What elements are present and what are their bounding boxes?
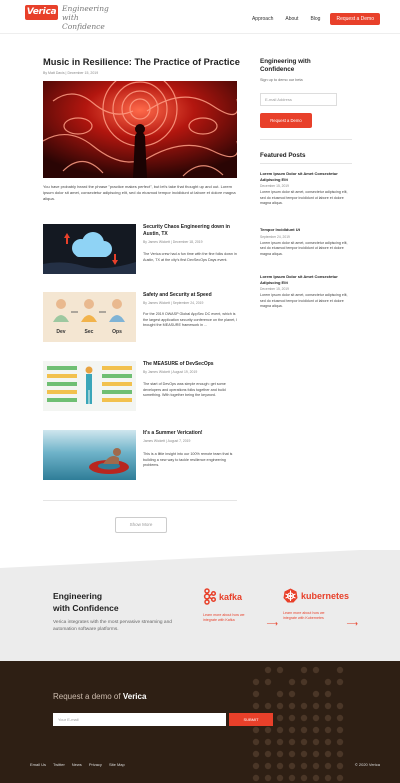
pattern-dot [265, 739, 271, 745]
pattern-dot [277, 763, 283, 769]
post-item [43, 292, 237, 344]
pattern-dot [301, 763, 307, 769]
main-nav [240, 13, 380, 25]
footer-email-input[interactable]: Your E-mail [53, 713, 226, 726]
cloud-image [43, 224, 136, 274]
kubernetes-wordmark: kubernetes [301, 590, 350, 601]
post-thumbnail[interactable] [43, 430, 136, 480]
featured-post-title[interactable]: Lorem Ipsum Dolor sit Amet Consectetur Adipiscing Elit [260, 171, 338, 182]
post-thumbnail[interactable] [43, 292, 136, 342]
pattern-dot [337, 727, 343, 733]
kafka-icon [203, 588, 216, 605]
post-excerpt: For the 2019 OWASP Global AppSec DC event, which is the largest application security conference on the planet, I brought the MEASURE framework in ... [143, 312, 238, 327]
featured-post-date: December 15, 2019 [260, 184, 289, 188]
pattern-dot [301, 739, 307, 745]
band-title-line: with Confidence [53, 603, 119, 613]
main-post-image[interactable] [43, 81, 237, 178]
post-item [43, 361, 237, 413]
footer-link-news[interactable]: News [71, 762, 82, 767]
pattern-dot [325, 763, 331, 769]
kafka-wordmark: kafka [219, 591, 243, 602]
kafka-learn-more-link[interactable]: Learn more about how we integrate with Kafka [203, 613, 245, 622]
post-excerpt: The Verica crew had a fun time with the fine folks down in Austin, TX at the city's first DevSecOps Days event. [143, 252, 237, 262]
pattern-dot [277, 691, 283, 697]
pattern-dot [325, 727, 331, 733]
featured-posts-heading: Featured Posts [260, 152, 306, 159]
post-meta: By James Wickett | September 24, 2019 [143, 301, 204, 305]
tagline-line: Engineering [62, 4, 109, 13]
site-header [0, 0, 400, 34]
featured-post [260, 171, 352, 207]
featured-post-title[interactable]: Tempor Incididunt Ut [260, 227, 300, 232]
tagline-line: Confidence [62, 22, 105, 31]
featured-post-text: Lorem ipsum dolor sit amet, consectetur adipiscing elit, sed do eiusmod tempor incididunt ut labore et dolore magna aliqua. [260, 240, 348, 256]
pattern-dot [265, 679, 271, 685]
thumb-label-sec: Sec [84, 329, 94, 335]
arrow-right-icon[interactable]: ⟶ [346, 619, 358, 628]
pattern-dot [253, 763, 259, 769]
pattern-dot [277, 667, 283, 673]
pattern-dot [337, 715, 343, 721]
pattern-dot [301, 679, 307, 685]
pattern-dot [313, 739, 319, 745]
devsecops-people-image [43, 292, 136, 342]
main-post-title[interactable]: Music in Resilience: The Practice of Practice [43, 57, 240, 67]
pattern-dot [325, 679, 331, 685]
tagline-line: with [62, 13, 79, 22]
band-text: Verica integrates with the most pervasive streaming and automation software platforms. [53, 620, 172, 632]
pattern-dot [277, 727, 283, 733]
pattern-dot [313, 691, 319, 697]
thumb-label-dev: Dev [56, 329, 66, 335]
sidebar-subtitle: Sign up to demo our beta [260, 78, 303, 82]
pattern-dot [277, 751, 283, 757]
post-title[interactable]: Safety and Security at Speed [143, 292, 212, 298]
pattern-dot [337, 751, 343, 757]
pattern-dot [301, 667, 307, 673]
featured-post [260, 274, 352, 310]
band-slant [0, 548, 400, 568]
footer-submit-button[interactable]: SUBMIT [229, 713, 273, 726]
featured-post-text: Lorem ipsum dolor sit amet, consectetur adipiscing elit, sed do eiusmod tempor incididunt ut labore et dolore magna aliqua. [260, 190, 348, 205]
footer-copyright: © 2020 Verica [354, 762, 380, 767]
footer-link-sitemap[interactable]: Site Map [108, 762, 125, 767]
pattern-dot [289, 727, 295, 733]
pattern-dot [277, 775, 283, 781]
post-excerpt: The start of DevOps was simple enough: get some developers and operations folks together and build something. With together being the keyword. [143, 382, 226, 397]
pattern-dot [265, 763, 271, 769]
main-post-meta: By Matt Davis | December 15, 2019 [43, 71, 99, 75]
pattern-dot [253, 691, 259, 697]
pattern-dot [337, 703, 343, 709]
band-title-line: Engineering [53, 591, 103, 601]
pattern-dot [277, 703, 283, 709]
pattern-dot [325, 715, 331, 721]
footer-link-privacy[interactable]: Privacy [88, 762, 102, 767]
kubernetes-icon [283, 588, 298, 603]
neon-music-illustration [43, 81, 237, 178]
post-excerpt: This is a little insight into our 100% remote team that is building a new way to tackle resilience engineering problems. [143, 452, 233, 467]
sidebar-request-demo-button[interactable]: Request a Demo [260, 113, 312, 128]
footer-link-twitter[interactable]: Twitter [53, 762, 65, 767]
post-thumbnail[interactable] [43, 224, 136, 274]
post-thumbnail[interactable] [43, 361, 136, 411]
footer-heading-prefix: Request a demo of [53, 692, 121, 701]
pattern-dot [289, 691, 295, 697]
pattern-dot [337, 775, 343, 781]
post-item [43, 430, 237, 485]
post-item [43, 224, 237, 276]
post-meta: By James Wickett | August 19, 2019 [143, 370, 198, 374]
nav-blog[interactable]: Blog [310, 16, 321, 22]
verica-logo[interactable]: Verica [25, 5, 58, 20]
featured-post-date: September 24, 2019 [260, 234, 290, 239]
pattern-dot [337, 667, 343, 673]
pattern-dot [313, 727, 319, 733]
pattern-dot [313, 715, 319, 721]
pattern-dot [277, 739, 283, 745]
pattern-dot [337, 763, 343, 769]
post-meta: By James Wickett | December 18, 2019 [143, 240, 203, 244]
pattern-dot [289, 703, 295, 709]
pattern-dot [289, 751, 295, 757]
pattern-dot [337, 679, 343, 685]
pattern-dot [289, 679, 295, 685]
pattern-dot [301, 703, 307, 709]
pattern-dot [325, 775, 331, 781]
pattern-dot [253, 727, 259, 733]
main-post-excerpt: You have probably heard the phrase "practice makes perfect", but let's take that thought up and out. Lorem ipsum dolor sit amet, consectetur adipiscing elit, sed do eiusmod tempor incididunt ut labore et dolore magna aliqua. [43, 184, 236, 201]
request-demo-button[interactable]: Request a Demo [330, 13, 380, 25]
footer-demo-heading [53, 692, 146, 701]
post-meta: James Wickett | August 7, 2019 [143, 439, 191, 443]
pattern-dot [253, 703, 259, 709]
kubernetes-learn-more-link[interactable]: Learn more about how we integrate with Kubernetes [283, 611, 325, 620]
footer-links [30, 762, 132, 767]
pattern-dot [325, 739, 331, 745]
sidebar-email-input[interactable]: E-mail Address [260, 93, 337, 106]
pattern-dot [265, 775, 271, 781]
pattern-dot [301, 751, 307, 757]
pattern-dot [289, 775, 295, 781]
pattern-dot [253, 739, 259, 745]
pattern-dot [313, 763, 319, 769]
pattern-dot [325, 691, 331, 697]
post-title[interactable]: It's a Summer Verication! [143, 430, 203, 436]
pattern-dot [301, 727, 307, 733]
pattern-dot [277, 715, 283, 721]
logo-tagline [62, 4, 109, 31]
arrow-right-icon[interactable]: ⟶ [266, 619, 278, 628]
pattern-dot [313, 751, 319, 757]
pattern-dot [325, 703, 331, 709]
sidebar-divider [260, 139, 352, 140]
kafka-logo[interactable] [203, 588, 278, 605]
pattern-dot [313, 703, 319, 709]
pattern-dot [265, 703, 271, 709]
pattern-dot [265, 751, 271, 757]
pattern-dot [313, 775, 319, 781]
featured-post-title[interactable]: Lorem Ipsum Dolor sit Amet Consectetur Adipiscing Elit [260, 274, 338, 285]
sidebar-title: Engineering with Confidence [260, 58, 311, 73]
featured-post [260, 227, 352, 257]
pattern-dot [265, 667, 271, 673]
pattern-dot [301, 715, 307, 721]
show-more-button[interactable]: Show More [115, 517, 167, 533]
footer-link-email[interactable]: Email Us [30, 762, 47, 767]
summer-pool-image [43, 430, 136, 480]
pattern-dot [253, 751, 259, 757]
featured-post-text: Lorem ipsum dolor sit amet, consectetur adipiscing elit, sed do eiusmod tempor incididunt ut labore et dolore magna aliqua. [260, 293, 348, 308]
pattern-dot [325, 751, 331, 757]
pattern-dot [289, 763, 295, 769]
kubernetes-logo[interactable] [283, 588, 358, 603]
partner-kafka [203, 588, 278, 628]
partner-kubernetes [283, 588, 358, 628]
pattern-dot [289, 739, 295, 745]
sidebar-divider [260, 163, 352, 164]
footer-heading-brand: Verica [122, 692, 147, 701]
posts-divider [43, 500, 237, 501]
pattern-dot [253, 775, 259, 781]
pattern-dot [265, 727, 271, 733]
pattern-dot [301, 775, 307, 781]
post-title[interactable]: The MEASURE of DevSecOps [143, 361, 214, 367]
pattern-dot [253, 679, 259, 685]
post-title[interactable]: Security Chaos Engineering down in Austin, TX [143, 224, 230, 237]
pattern-dot [289, 715, 295, 721]
nav-approach[interactable]: Approach [251, 16, 274, 22]
measure-infographic-image [43, 361, 136, 411]
pattern-dot [337, 739, 343, 745]
featured-post-date: December 15, 2019 [260, 287, 289, 291]
thumb-label-ops: Ops [112, 329, 122, 335]
nav-about[interactable]: About [285, 16, 299, 22]
pattern-dot [313, 667, 319, 673]
band-title [53, 590, 119, 614]
